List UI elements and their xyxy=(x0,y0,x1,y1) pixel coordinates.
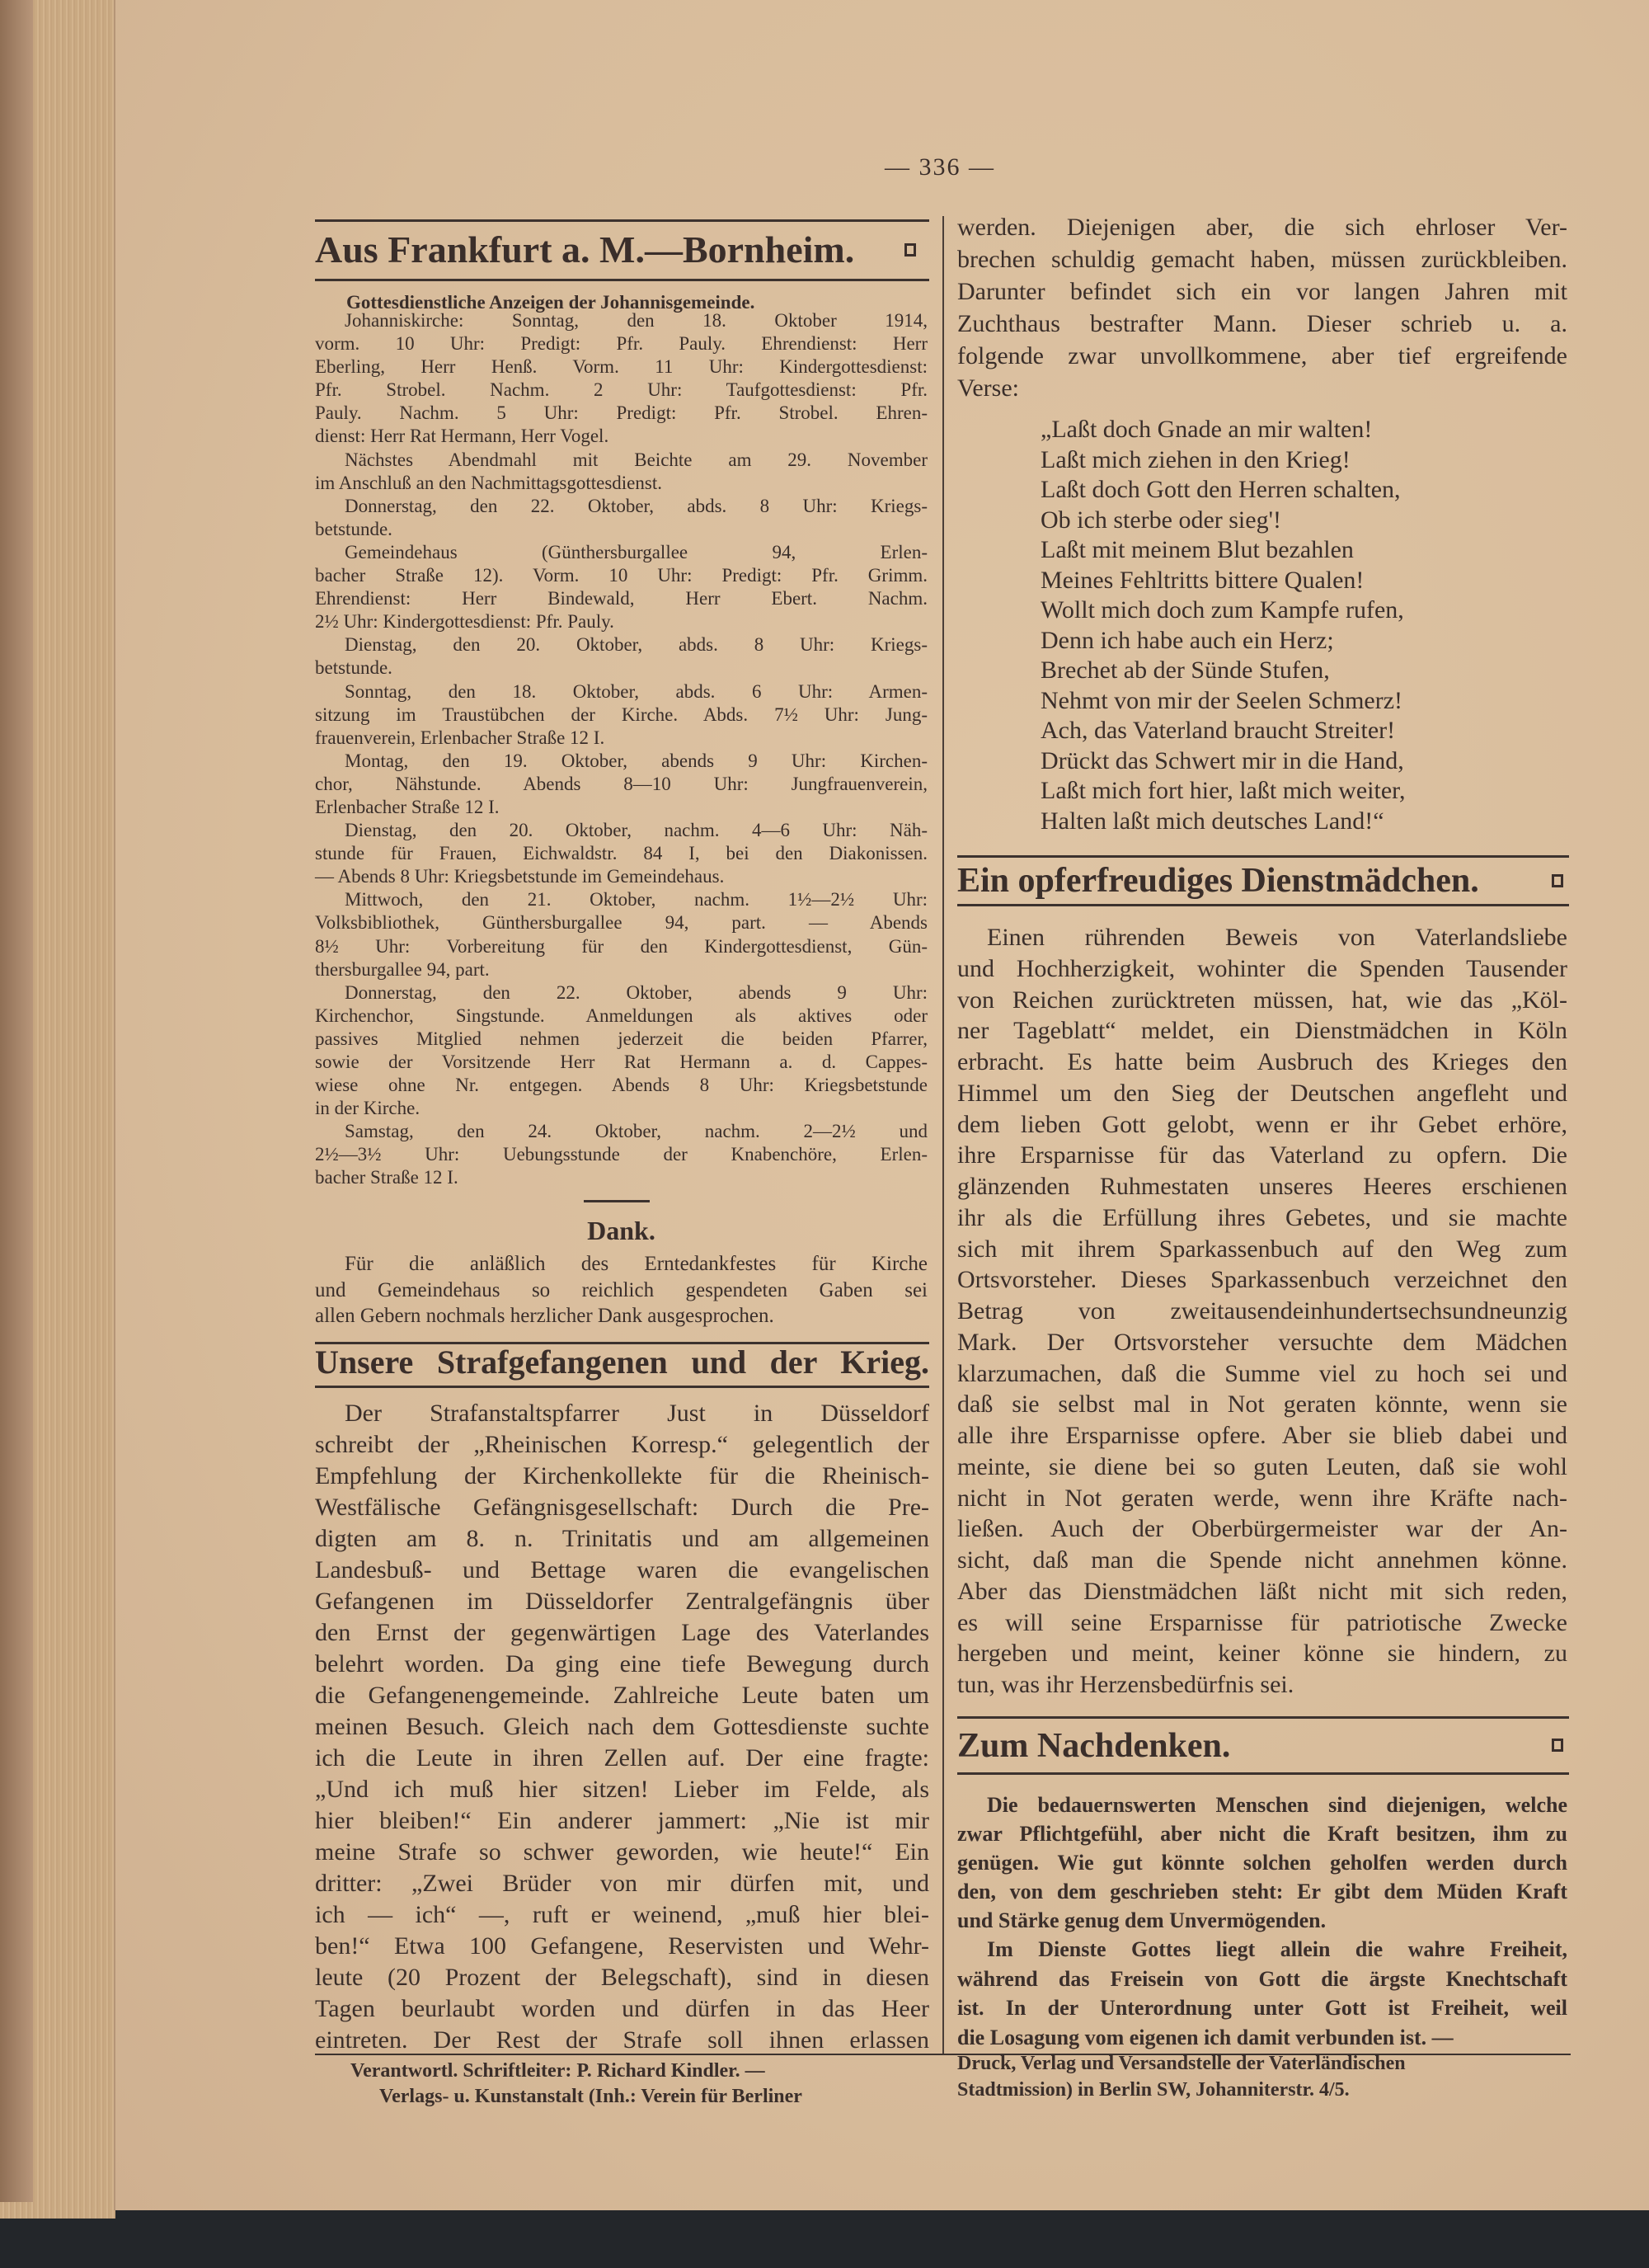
text-line: passives Mitglied nehmen jederzeit die beiden Pfarrer, xyxy=(315,1028,928,1049)
text-line: nicht in Not geraten werde, wenn ihre Kräfte nach- xyxy=(957,1484,1567,1512)
text-line: Laßt mit meinem Blut bezahlen xyxy=(1041,536,1354,563)
maid-article xyxy=(957,922,1567,1701)
book-binding-edge xyxy=(0,0,33,2202)
text-line: Eberling, Herr Henß. Vorm. 11 Uhr: Kindergottesdienst: xyxy=(315,356,928,378)
text-line: Pfr. Strobel. Nachm. 2 Uhr: Taufgottesdienst: Pfr. xyxy=(315,379,928,401)
text-line: Betrag von zweitausendeinhundertsechsundneunzig xyxy=(957,1297,1567,1325)
section-heading-prisoners: Unsere Strafgefangenen und der Krieg. xyxy=(315,1343,929,1381)
text-line: leute (20 Prozent der Belegschaft), sind in diesen xyxy=(315,1964,929,1991)
section-marker-icon xyxy=(1552,874,1563,887)
text-line: Volksbibliothek, Günthersburgallee 94, part. — Abends xyxy=(315,912,928,934)
text-line: Aber das Dienstmädchen läßt nicht mit sich reden, xyxy=(957,1577,1567,1605)
text-line: sicht, daß man die Spende nicht annehmen könne. xyxy=(957,1546,1567,1574)
text-line: ist. In der Unterordnung unter Gott ist Freiheit, weil xyxy=(957,1996,1567,2021)
text-line: vorm. 10 Uhr: Predigt: Pfr. Pauly. Ehrendienst: Herr xyxy=(315,333,928,355)
text-line: Halten laßt mich deutsches Land!“ xyxy=(1041,807,1384,835)
text-line: werden. Diejenigen aber, die sich ehrloser Ver- xyxy=(957,214,1567,241)
text-line: Mark. Der Ortsvorsteher versuchte dem Mädchen xyxy=(957,1328,1567,1356)
text-line: ben!“ Etwa 100 Gefangene, Reservisten und Wehr- xyxy=(315,1932,929,1960)
heading-rule-bottom xyxy=(315,1386,929,1388)
footer-address: Stadtmission) in Berlin SW, Johanniterstr. 4/5. xyxy=(957,2079,1350,2101)
text-line: stunde für Frauen, Eichwaldstr. 84 I, bei den Diakonissen. xyxy=(315,843,928,864)
text-line: glänzenden Ruhmestaten unseres Heeres erschienen xyxy=(957,1173,1567,1200)
footer-printer: Druck, Verlag und Versandstelle der Vaterländischen xyxy=(957,2053,1406,2074)
text-line: 2½—3½ Uhr: Uebungsstunde der Knabenchöre, Erlen- xyxy=(315,1144,928,1165)
prisoners-article-continued xyxy=(957,211,1567,404)
text-line: Brechet ab der Sünde Stufen, xyxy=(1041,656,1330,684)
reflection-paragraph-2 xyxy=(957,1935,1567,2053)
section-heading-maid: Ein opferfreudiges Dienstmädchen. xyxy=(957,862,1479,900)
text-line: Drückt das Schwert mir in die Hand, xyxy=(1041,746,1404,774)
text-line: tun, was ihr Herzensbedürfnis sei. xyxy=(957,1671,1294,1698)
text-line: und Stärke genug dem Unvermögenden. xyxy=(957,1908,1327,1932)
text-line: Laßt mich ziehen in den Krieg! xyxy=(1041,445,1351,473)
text-line: im Anschluß an den Nachmittagsgottesdienst. xyxy=(315,472,662,493)
text-line: und Gemeindehaus so reichlich gespendeten Gaben sei xyxy=(315,1278,928,1301)
text-line: ließen. Auch der Oberbürgermeister war der An- xyxy=(957,1515,1567,1543)
text-line: ich die Leute in ihren Zellen auf. Der eine fragte: xyxy=(315,1744,929,1772)
short-divider xyxy=(584,1200,650,1202)
text-line: Montag, den 19. Oktober, abends 9 Uhr: Kirchen- xyxy=(345,750,928,771)
text-line: Himmel um den Sieg der Deutschen angefleht und xyxy=(957,1079,1567,1107)
text-line: Für die anläßlich des Erntedankfestes für Kirche xyxy=(345,1253,928,1275)
text-line: betstunde. xyxy=(315,518,392,539)
prisoner-poem xyxy=(1041,415,1552,836)
notices-subheading: Gottesdienstliche Anzeigen der Johannisgemeinde. xyxy=(346,292,755,313)
text-line: während das Freisein von Gott die ärgste Knechtschaft xyxy=(957,1966,1567,1991)
text-line: Mittwoch, den 21. Oktober, nachm. 1½—2½ Uhr: xyxy=(345,889,928,910)
text-line: chor, Nähstunde. Abends 8—10 Uhr: Jungfrauenverein, xyxy=(315,773,928,794)
text-line: die Losagung vom eigenen ich damit verbunden ist. — xyxy=(957,2026,1454,2050)
text-line: schreibt der „Rheinischen Korresp.“ gelegentlich der xyxy=(315,1431,929,1458)
text-line: Donnerstag, den 22. Oktober, abds. 8 Uhr: Kriegs- xyxy=(345,495,928,516)
text-line: ihre Ersparnisse für das Vaterland zu opfern. Die xyxy=(957,1141,1567,1169)
text-line: Landesbuß- und Bettage waren die evangelischen xyxy=(315,1556,929,1583)
text-line: Einen rührenden Beweis von Vaterlandsliebe xyxy=(987,924,1567,951)
text-line: dritter: „Zwei Brüder von mir dürfen mit, und xyxy=(315,1870,929,1897)
text-line: Dienstag, den 20. Oktober, abds. 8 Uhr: Kriegs- xyxy=(345,634,928,656)
text-line: Ob ich sterbe oder sieg'! xyxy=(1041,506,1281,534)
text-line: Donnerstag, den 22. Oktober, abends 9 Uhr: xyxy=(345,981,928,1003)
text-line: — Abends 8 Uhr: Kriegsbetstunde im Gemeindehaus. xyxy=(315,866,725,887)
text-line: Gefangenen im Düsseldorfer Zentralgefängnis über xyxy=(315,1588,929,1615)
footer-publisher: Verlags- u. Kunstanstalt (Inh.: Verein für Berliner xyxy=(379,2086,802,2107)
heading-rule-bottom xyxy=(957,904,1569,906)
text-line: ner Tageblatt“ meldet, ein Dienstmädchen in Köln xyxy=(957,1017,1567,1045)
text-line: Zuchthaus bestrafter Mann. Dieser schrieb u. a. xyxy=(957,310,1567,337)
text-line: den Ernst der gegenwärtigen Lage des Vaterlandes xyxy=(315,1619,929,1646)
text-line: „Laßt doch Gnade an mir walten! xyxy=(1041,416,1373,443)
text-line: Die bedauernswerten Menschen sind diejenigen, welche xyxy=(987,1793,1567,1817)
text-line: Darunter befindet sich ein vor langen Jahren mit xyxy=(957,278,1567,305)
text-line: Laßt mich fort hier, laßt mich weiter, xyxy=(1041,777,1406,804)
text-line: Tagen beurlaubt worden und dürfen in das Heer xyxy=(315,1995,929,2022)
text-line: Nehmt von mir der Seelen Schmerz! xyxy=(1041,686,1403,714)
text-line: meinte, sie diene bei so guten Leuten, daß sie wohl xyxy=(957,1452,1567,1480)
text-line: zwar Pflichtgefühl, aber nicht die Kraft besitzen, ihm zu xyxy=(957,1822,1567,1846)
text-line: thersburgallee 94, part. xyxy=(315,958,490,980)
text-line: sich mit ihrem Sparkassenbuch auf den Weg zum xyxy=(957,1235,1567,1263)
heading-rule-top xyxy=(957,1716,1569,1719)
section-marker-icon xyxy=(904,243,916,256)
text-line: Der Strafanstaltspfarrer Just in Düsseldorf xyxy=(345,1400,929,1427)
text-line: Denn ich habe auch ein Herz; xyxy=(1041,626,1334,654)
text-line: bacher Straße 12). Vorm. 10 Uhr: Predigt: Pfr. Grimm. xyxy=(315,565,928,586)
text-line: Pauly. Nachm. 5 Uhr: Predigt: Pfr. Strobel. Ehren- xyxy=(315,402,928,424)
text-line: bacher Straße 12 I. xyxy=(315,1167,458,1188)
text-line: die Gefangenengemeinde. Zahlreiche Leute baten um xyxy=(315,1682,929,1709)
text-line: ihr als die Erfüllung ihres Gebetes, und sie machte xyxy=(957,1203,1567,1231)
footer-editor: Verantwortl. Schriftleiter: P. Richard Kindler. — xyxy=(350,2060,765,2082)
text-line: belehrt worden. Da ging eine tiefe Bewegung durch xyxy=(315,1650,929,1677)
text-line: Wollt mich doch zum Kampfe rufen, xyxy=(1041,596,1404,623)
text-line: sitzung im Traustübchen der Kirche. Abds. 7½ Uhr: Jung- xyxy=(315,703,928,725)
page-number: — 336 — xyxy=(885,153,995,181)
text-line: in der Kirche. xyxy=(315,1098,420,1119)
text-line: Im Dienste Gottes liegt allein die wahre Freiheit, xyxy=(987,1937,1567,1961)
text-line: sowie der Vorsitzende Herr Rat Hermann a. d. Cappes- xyxy=(315,1052,928,1072)
text-line: „Und ich muß hier sitzen! Lieber im Felde, als xyxy=(315,1776,929,1803)
text-line: Dienstag, den 20. Oktober, nachm. 4—6 Uhr: Näh- xyxy=(345,820,928,841)
text-line: betstunde. xyxy=(315,657,392,679)
prisoners-article xyxy=(315,1398,929,2056)
text-line: erbracht. Es hatte beim Ausbruch des Krieges den xyxy=(957,1048,1567,1075)
text-line: Westfälische Gefängnisgesellschaft: Durch die Pre- xyxy=(315,1494,929,1521)
text-line: Laßt doch Gott den Herren schalten, xyxy=(1041,476,1401,503)
heading-rule-bottom xyxy=(957,1772,1569,1775)
text-line: von Reichen zurücktreten müssen, hat, wie das „Köl- xyxy=(957,986,1567,1014)
text-line: digten am 8. n. Trinitatis und am allgemeinen xyxy=(315,1525,929,1552)
dank-text xyxy=(315,1251,928,1329)
text-line: folgende zwar unvollkommene, aber tief ergreifende xyxy=(957,342,1567,369)
text-line: Gemeindehaus (Günthersburgallee 94, Erlen- xyxy=(345,541,928,562)
reflection-paragraph-1 xyxy=(957,1790,1567,1935)
church-notices xyxy=(315,309,928,1190)
text-line: meine Strafe so schwer geworden, wie heute!“ Ein xyxy=(315,1838,929,1866)
text-line: Meines Fehltritts bittere Qualen! xyxy=(1041,566,1365,594)
text-line: brechen schuldig gemacht haben, müssen zurückbleiben. xyxy=(957,246,1567,273)
text-line: wiese ohne Nr. entgegen. Abends 8 Uhr: Kriegsbetstunde xyxy=(315,1075,928,1096)
text-line: Empfehlung der Kirchenkollekte für die Rheinisch- xyxy=(315,1462,929,1489)
text-line: frauenverein, Erlenbacher Straße 12 I. xyxy=(315,727,605,748)
text-line: Nächstes Abendmahl mit Beichte am 29. November xyxy=(345,449,928,470)
text-line: Kirchenchor, Singstunde. Anmeldungen als aktives oder xyxy=(315,1005,928,1026)
text-line: hergeben und meint, keiner könne sie hindern, zu xyxy=(957,1640,1567,1668)
text-line: den, von dem geschrieben steht: Er gibt dem Müden Kraft xyxy=(957,1880,1567,1903)
text-line: eintreten. Der Rest der Strafe soll ihnen erlassen xyxy=(315,2026,929,2054)
text-line: hier bleiben!“ Ein anderer jammert: „Nie ist mir xyxy=(315,1807,929,1834)
text-line: Samstag, den 24. Oktober, nachm. 2—2½ und xyxy=(345,1121,928,1142)
section-marker-icon xyxy=(1552,1739,1563,1752)
text-line: Ehrendienst: Herr Bindewald, Herr Ebert. Nachm. xyxy=(315,588,928,609)
text-line: Sonntag, den 18. Oktober, abds. 6 Uhr: Armen- xyxy=(345,680,928,702)
section-heading-reflection: Zum Nachdenken. xyxy=(957,1727,1231,1765)
section-heading-frankfurt: Aus Frankfurt a. M.—Bornheim. xyxy=(315,228,855,271)
text-line: 8½ Uhr: Vorbereitung für den Kindergottesdienst, Gün- xyxy=(315,935,928,957)
text-line: meinen Besuch. Gleich nach dem Gottesdienste suchte xyxy=(315,1713,929,1740)
text-line: Verse: xyxy=(957,374,1019,402)
text-line: dem lieben Gott gelobt, wenn er ihr Gebet erhöre, xyxy=(957,1110,1567,1138)
text-line: allen Gebern nochmals herzlicher Dank ausgesprochen. xyxy=(315,1305,774,1327)
text-line: genügen. Wie gut könnte solchen geholfen werden durch xyxy=(957,1851,1567,1875)
text-line: daß sie selbst mal in Not geraten könnte, wenn sie xyxy=(957,1390,1567,1419)
dank-heading: Dank. xyxy=(587,1216,655,1245)
text-line: ich — ich“ —, ruft er weinend, „muß hier blei- xyxy=(315,1901,929,1928)
text-line: alle ihre Ersparnisse opfere. Aber sie blieb dabei und xyxy=(957,1422,1567,1449)
text-line: Johanniskirche: Sonntag, den 18. Oktober 1914, xyxy=(345,310,928,331)
text-line: 2½ Uhr: Kindergottesdienst: Pfr. Pauly. xyxy=(315,611,614,633)
text-line: Erlenbacher Straße 12 I. xyxy=(315,796,500,817)
heading-rule-top xyxy=(315,219,929,222)
text-line: und Hochherzigkeit, wohinter die Spenden Tausender xyxy=(957,954,1567,982)
heading-rule-bottom xyxy=(315,279,929,281)
column-divider xyxy=(942,216,944,2054)
text-line: Ortsvorsteher. Dieses Sparkassenbuch verzeichnet den xyxy=(957,1266,1567,1294)
text-line: es will seine Ersparnisse für patriotische Zwecke xyxy=(957,1608,1567,1636)
text-line: Ach, das Vaterland braucht Streiter! xyxy=(1041,717,1396,744)
text-line: dienst: Herr Rat Hermann, Herr Vogel. xyxy=(315,426,609,447)
text-line: klarzumachen, daß die Summe viel zu hoch sei und xyxy=(957,1359,1567,1387)
